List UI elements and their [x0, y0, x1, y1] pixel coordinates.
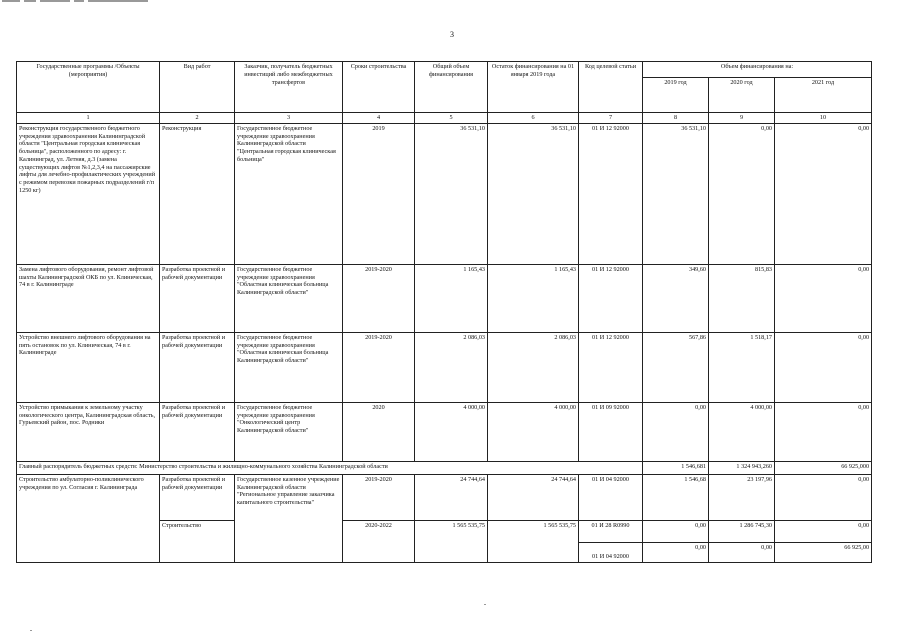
header-code: Код целевой статьи	[579, 62, 643, 113]
main-manager-row	[17, 461, 872, 474]
y2021-cell: 0,00	[775, 123, 872, 264]
code-cell: 01 И 12 92000	[579, 332, 643, 402]
remainder-cell: 36 531,10	[488, 123, 579, 264]
y2021-cell: 0,00	[775, 520, 872, 542]
y2020-cell: 0,00	[709, 123, 775, 264]
scan-speck	[484, 604, 486, 605]
remainder-cell: 2 086,03	[488, 332, 579, 402]
column-number: 2	[160, 113, 235, 124]
header-total: Общий объем финансирования	[415, 62, 488, 113]
object-cell: Реконструкция государственного бюджетного учреждения здравоохранения Калининградской области "Центральная городская клиническая больница", расположенного по адресу: г. Калининград, ул. Летняя, д.3 (замена существующих лифтов №1,2,3,4 на пассажирские лифты для лечебно-профилактических учреждений с режимом перевозки пожарных подразделений г/п 1250 кг)	[17, 123, 160, 264]
y2020-cell: 0,00	[709, 542, 775, 562]
total-cell: 1 565 535,75	[415, 520, 488, 562]
y2020-cell: 815,83	[709, 264, 775, 332]
code-cell: 01 И 04 92000	[579, 474, 643, 520]
object-cell: Замена лифтового оборудования, ремонт лифтовой шахты Калининградской ОКБ по ул. Клиническая, 74 в г. Калининграде	[17, 264, 160, 332]
y2020-cell: 1 286 745,30	[709, 520, 775, 542]
header-remainder: Остаток финансирования на 01 января 2019 года	[488, 62, 579, 113]
remainder-cell: 1 165,43	[488, 264, 579, 332]
page-number: 3	[450, 30, 454, 39]
column-number: 9	[709, 113, 775, 124]
header-period: Сроки строительства	[343, 62, 415, 113]
code-cell: 01 И 28 R0990	[579, 520, 643, 542]
y2020-cell: 4 000,00	[709, 402, 775, 461]
customer-cell: Государственное бюджетное учреждение здравоохранения "Областная клиническая больница Калининградской области"	[235, 332, 343, 402]
y2021-cell: 0,00	[775, 402, 872, 461]
column-number: 7	[579, 113, 643, 124]
y2021-cell: 0,00	[775, 474, 872, 520]
period-cell: 2019-2020	[343, 332, 415, 402]
customer-cell: Государственное бюджетное учреждение здравоохранения Калининградской области "Центральная городская клиническая больница"	[235, 123, 343, 264]
header-work-type: Вид работ	[160, 62, 235, 113]
column-number: 5	[415, 113, 488, 124]
table-row	[17, 402, 872, 461]
manager-y2019-cell: 1 546,681	[643, 461, 709, 474]
y2019-cell: 1 546,68	[643, 474, 709, 520]
code-cell: 01 И 04 92000	[579, 542, 643, 562]
header-customer: Заказчик, получатель бюджетных инвестиций либо межбюджетных трансфертов	[235, 62, 343, 113]
remainder-cell: 4 000,00	[488, 402, 579, 461]
y2019-cell: 567,86	[643, 332, 709, 402]
column-numbers-row	[17, 113, 872, 124]
column-number: 1	[17, 113, 160, 124]
code-cell: 01 И 12 92000	[579, 123, 643, 264]
period-cell: 2019-2020	[343, 264, 415, 332]
y2020-cell: 23 197,96	[709, 474, 775, 520]
y2021-cell: 0,00	[775, 332, 872, 402]
scan-speck	[30, 630, 32, 631]
work-cell: Строительство	[160, 520, 235, 562]
customer-cell: Государственное казенное учреждение Калининградской области "Региональное управление заказчика капитального строительства"	[235, 474, 343, 562]
y2019-cell: 349,60	[643, 264, 709, 332]
scan-artifact-marks	[2, 0, 262, 4]
total-cell: 1 165,43	[415, 264, 488, 332]
y2019-cell: 0,00	[643, 402, 709, 461]
y2021-cell: 66 925,00	[775, 542, 872, 562]
y2019-cell: 0,00	[643, 520, 709, 542]
main-manager-label: Главный распорядитель бюджетных средств: Министерство строительства и жилищно-коммунального хозяйства Калининградской области	[17, 461, 643, 474]
code-cell: 01 И 09 92000	[579, 402, 643, 461]
total-cell: 24 744,64	[415, 474, 488, 520]
work-cell: Разработка проектной и рабочей документации	[160, 264, 235, 332]
total-cell: 2 086,03	[415, 332, 488, 402]
customer-cell: Государственное бюджетное учреждение здравоохранения "Онкологический центр Калининградской области"	[235, 402, 343, 461]
y2019-cell: 36 531,10	[643, 123, 709, 264]
column-number: 3	[235, 113, 343, 124]
code-cell: 01 И 12 92000	[579, 264, 643, 332]
table-row	[17, 264, 872, 332]
work-cell: Разработка проектной и рабочей документации	[160, 402, 235, 461]
financing-table	[16, 61, 872, 563]
y2021-cell: 0,00	[775, 264, 872, 332]
object-cell: Устройство внешнего лифтового оборудования на пять остановок по ул. Клиническая, 74 в г. Калининграде	[17, 332, 160, 402]
table-row	[17, 332, 872, 402]
column-number: 4	[343, 113, 415, 124]
header-object: Государственные программы /Объекты (мероприятия)	[17, 62, 160, 113]
period-cell: 2019-2020	[343, 474, 415, 520]
period-cell: 2020	[343, 402, 415, 461]
object-cell: Строительство амбулаторно-поликлинического учреждения по ул. Согласия г. Калининграда	[17, 474, 160, 562]
header-row	[17, 62, 872, 78]
column-number: 10	[775, 113, 872, 124]
table-row	[17, 123, 872, 264]
header-2019: 2019 год	[643, 78, 709, 113]
header-2020: 2020 год	[709, 78, 775, 113]
column-number: 8	[643, 113, 709, 124]
customer-cell: Государственное бюджетное учреждение здравоохранения "Областная клиническая больница Калининградской области"	[235, 264, 343, 332]
manager-y2021-cell: 66 925,000	[775, 461, 872, 474]
manager-y2020-cell: 1 324 943,260	[709, 461, 775, 474]
period-cell: 2020-2022	[343, 520, 415, 562]
work-cell: Реконструкция	[160, 123, 235, 264]
y2020-cell: 1 518,17	[709, 332, 775, 402]
header-financing-group: Объем финансирования на:	[643, 62, 872, 78]
total-cell: 36 531,10	[415, 123, 488, 264]
period-cell: 2019	[343, 123, 415, 264]
table-row	[17, 474, 872, 520]
y2019-cell: 0,00	[643, 542, 709, 562]
total-cell: 4 000,00	[415, 402, 488, 461]
header-2021: 2021 год	[775, 78, 872, 113]
column-number: 6	[488, 113, 579, 124]
work-cell: Разработка проектной и рабочей документации	[160, 474, 235, 520]
object-cell: Устройство примыкания к земельному участку онкологического центра, Калининградская область, Гурьевский район, пос. Родники	[17, 402, 160, 461]
work-cell: Разработка проектной и рабочей документации	[160, 332, 235, 402]
remainder-cell: 1 565 535,75	[488, 520, 579, 562]
remainder-cell: 24 744,64	[488, 474, 579, 520]
